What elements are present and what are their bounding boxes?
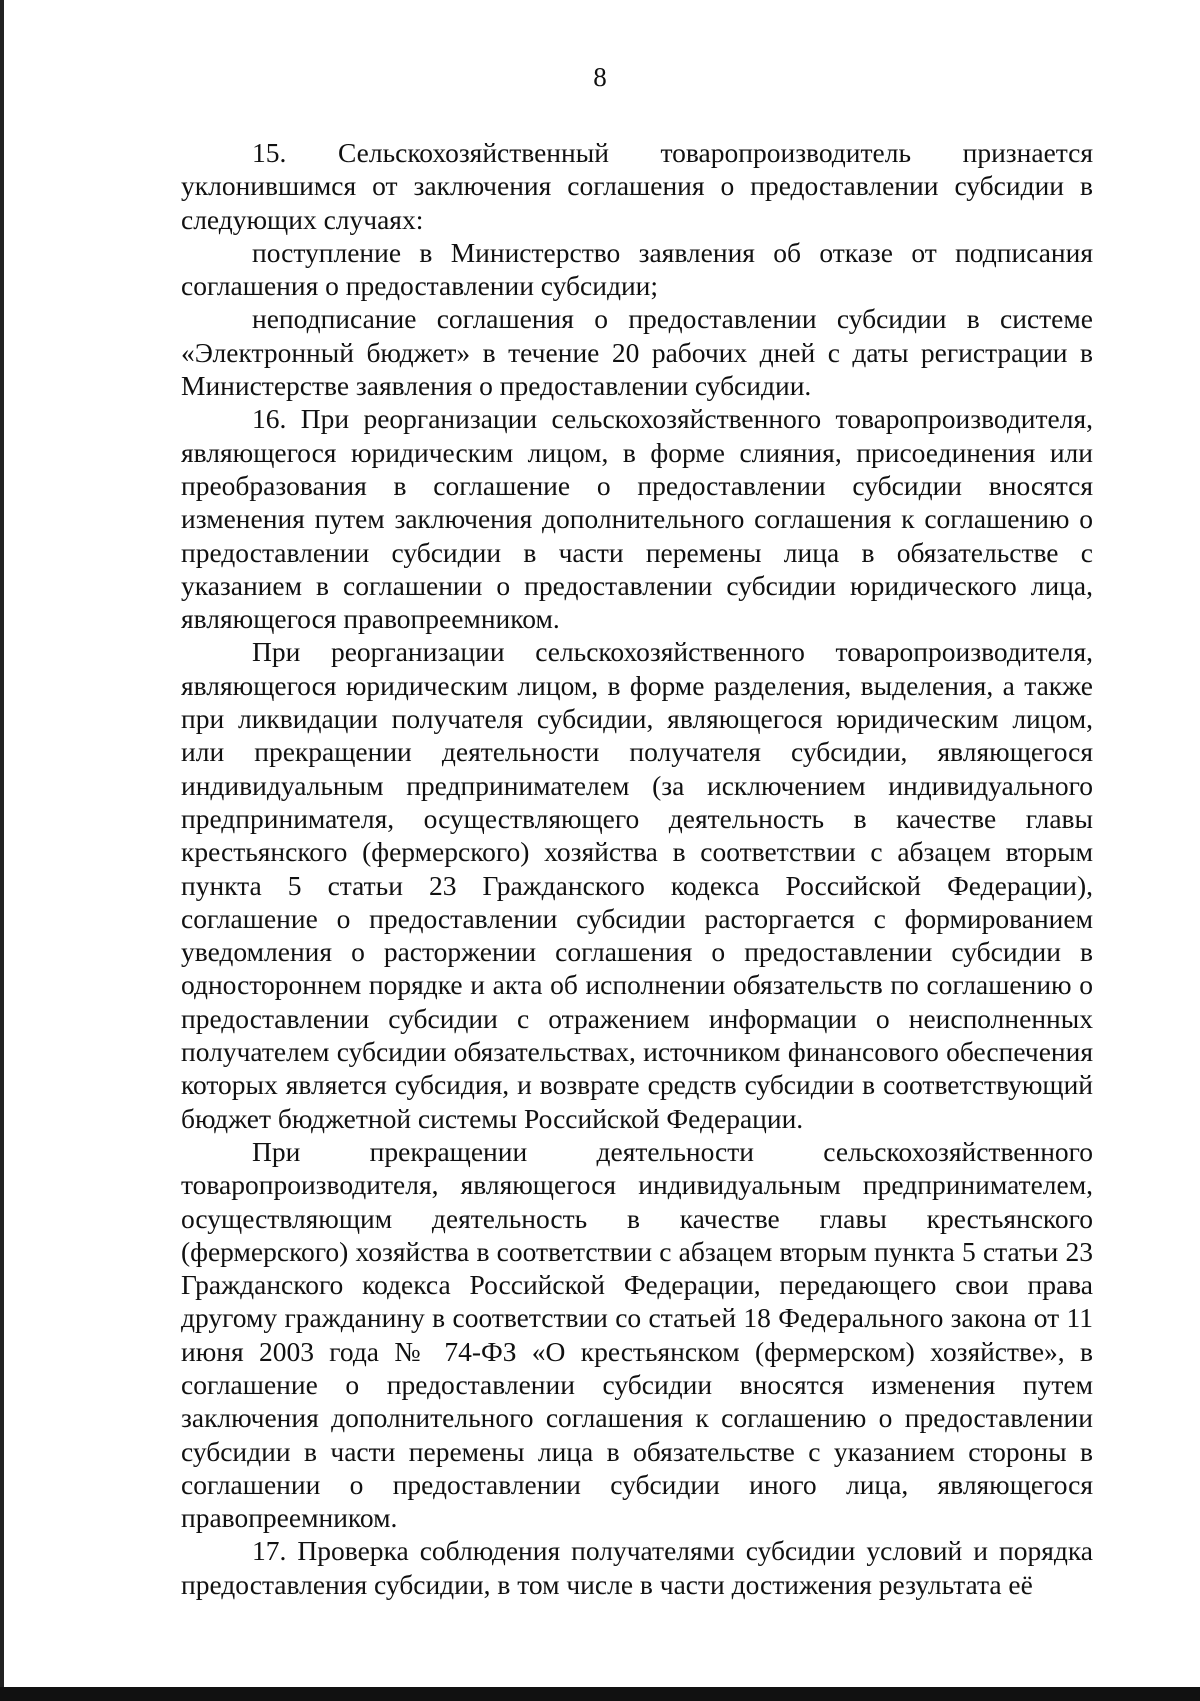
paragraph-16: 16. При реорганизации сельскохозяйственного товаропроизводителя, являющегося юридическим лицом, в форме слияния, присоединения или преобразования в соглашение о предоставлении субсидии вносятся изменения путем заключения дополнительного соглашения к соглашению о предоставлении субсидии в части перемены лица в обязательстве с указанием в соглашении о предоставлении субсидии юридического лица, являющегося правопреемником. <box>181 403 1093 635</box>
page-number: 8 <box>593 62 607 92</box>
paragraph-15-case-2: неподписание соглашения о предоставлении субсидии в системе «Электронный бюджет» в течение 20 рабочих дней с даты регистрации в Министерстве заявления о предоставлении субсидии. <box>181 303 1093 402</box>
paragraph-15-case-1: поступление в Министерство заявления об отказе от подписания соглашения о предоставлении субсидии; <box>181 236 1093 302</box>
paragraph-16-part-3: При прекращении деятельности сельскохозяйственного товаропроизводителя, являющегося индивидуальным предпринимателем, осуществляющим деятельность в качестве главы крестьянского (фермерского) хозяйства в соответствии с абзацем вторым пункта 5 статьи 23 Гражданского кодекса Российской Федерации, передающего свои права другому гражданину в соответствии со статьей 18 Федерального закона от 11 июня 2003 года № 74-ФЗ «О крестьянском (фермерском) хозяйстве», в соглашение о предоставлении субсидии вносятся изменения путем заключения дополнительного соглашения к соглашению о предоставлении субсидии в части перемены лица в обязательстве с указанием стороны в соглашении о предоставлении субсидии иного лица, являющегося правопреемником. <box>181 1135 1093 1534</box>
scan-bottom-edge <box>0 1687 1200 1701</box>
paragraph-16-part-2: При реорганизации сельскохозяйственного товаропроизводителя, являющегося юридическим лицом, в форме разделения, выделения, а также при ликвидации получателя субсидии, являющегося юридическим лицом, или прекращении деятельности получателя субсидии, являющегося индивидуальным предпринимателем (за исключением индивидуального предпринимателя, осуществляющего деятельность в качестве главы крестьянского (фермерского) хозяйства в соответствии с абзацем вторым пункта 5 статьи 23 Гражданского кодекса Российской Федерации), соглашение о предоставлении субсидии расторгается с формированием уведомления о расторжении соглашения о предоставлении субсидии в одностороннем порядке и акта об исполнении обязательств по соглашению о предоставлении субсидии с отражением информации о неисполненных получателем субсидии обязательствах, источником финансового обеспечения которых является субсидия, и возврате средств субсидии в соответствующий бюджет бюджетной системы Российской Федерации. <box>181 636 1093 1134</box>
document-body <box>181 136 1093 1601</box>
paragraph-17: 17. Проверка соблюдения получателями субсидии условий и порядка предоставления субсидии, в том числе в части достижения результата её <box>181 1535 1093 1600</box>
scan-left-edge <box>0 0 4 1701</box>
paragraph-15: 15. Сельскохозяйственный товаропроизводитель признается уклонившимся от заключения соглашения о предоставлении субсидии в следующих случаях: <box>181 137 1093 235</box>
